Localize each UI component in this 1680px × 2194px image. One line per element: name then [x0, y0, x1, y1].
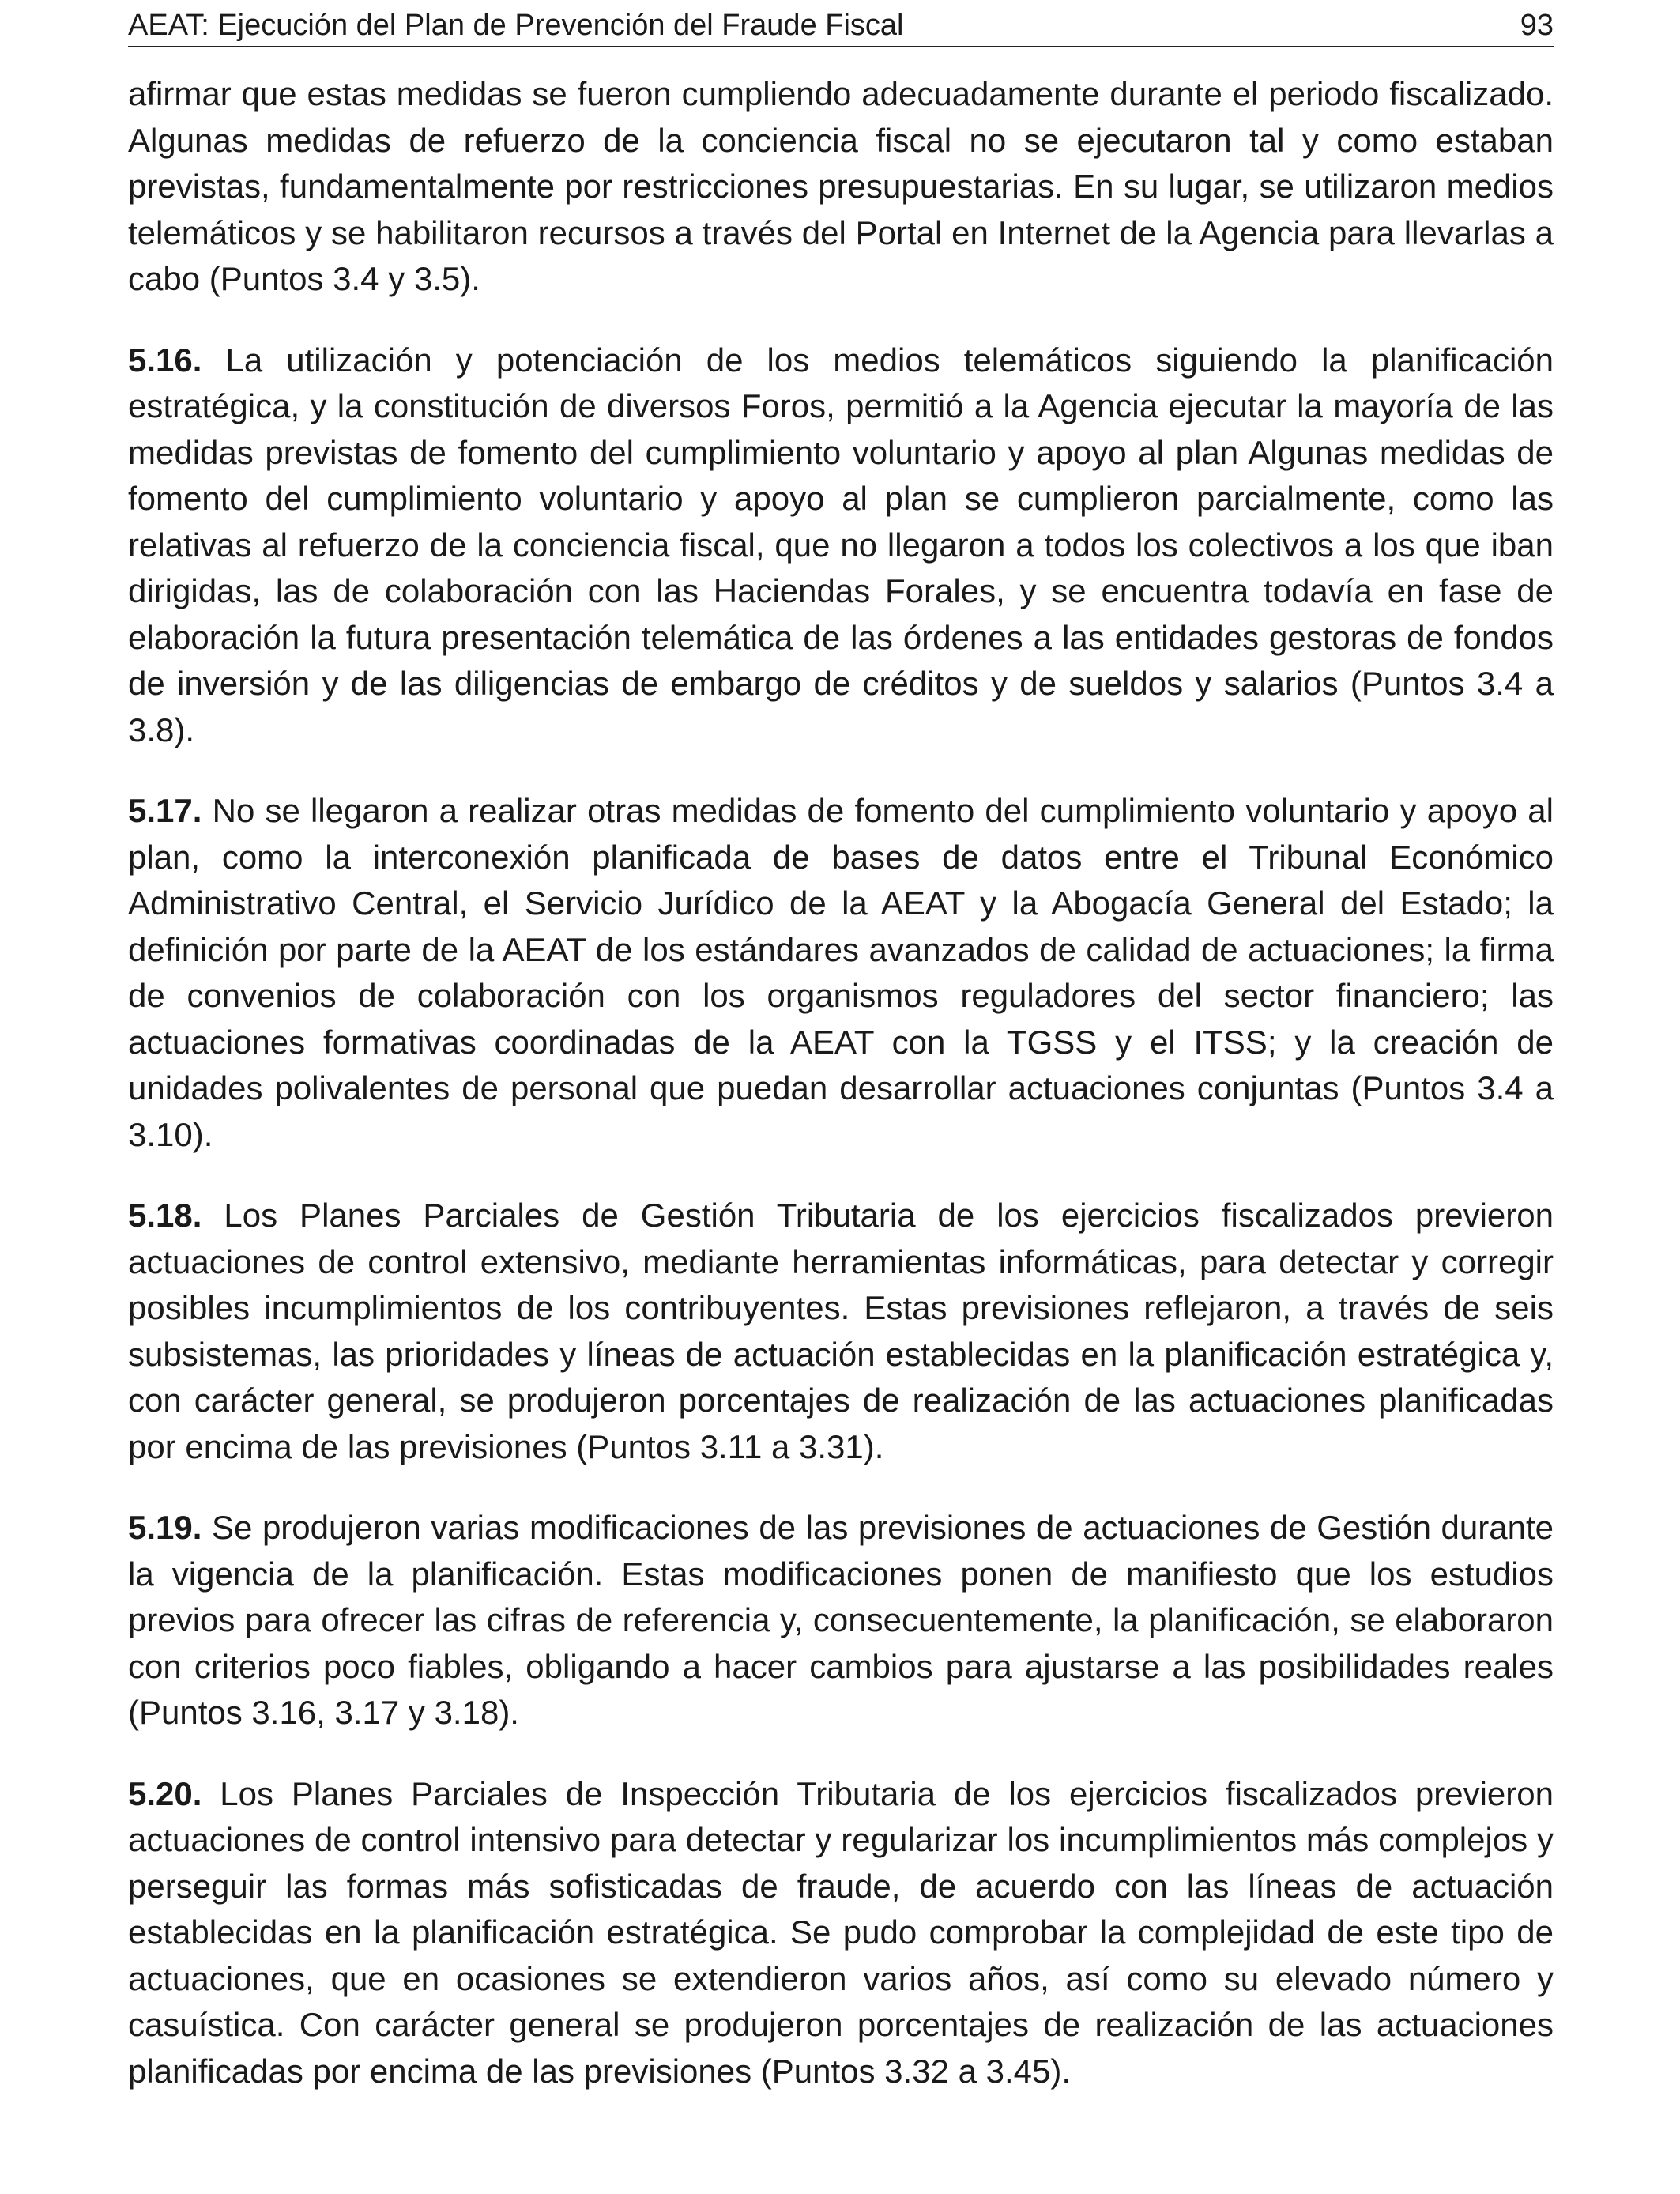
paragraph-5-17	[128, 788, 1554, 1158]
paragraph-5-16	[128, 337, 1554, 754]
paragraph-continuation	[128, 71, 1554, 303]
paragraph-text: afirmar que estas medidas se fueron cumpliendo adecuadamente durante el periodo fiscalizado. Algunas medidas de refuerzo de la conciencia fiscal no se ejecutaron tal y como estaban previstas, fundamentalmente por restricciones presupuestarias. En su lugar, se utilizaron medios telemáticos y se habilitaron recursos a través del Portal en Internet de la Agencia para llevarlas a cabo (Puntos 3.4 y 3.5).	[128, 75, 1554, 297]
paragraph-number: 5.16.	[128, 341, 202, 379]
document-body	[128, 71, 1554, 2129]
paragraph-5-18	[128, 1193, 1554, 1470]
header-title: AEAT: Ejecución del Plan de Prevención del Fraude Fiscal	[128, 9, 904, 42]
paragraph-number: 5.20.	[128, 1774, 202, 1812]
paragraph-text: Los Planes Parciales de Gestión Tributaria de los ejercicios fiscalizados previeron actuaciones de control extensivo, mediante herramientas informáticas, para detectar y corregir posibles incumplimientos de los contribuyentes. Estas previsiones reflejaron, a través de seis subsistemas, las prioridades y líneas de actuación establecidas en la planificación estratégica y, con carácter general, se produjeron porcentajes de realización de las actuaciones planificadas por encima de las previsiones (Puntos 3.11 a 3.31).	[128, 1197, 1554, 1465]
paragraph-5-20	[128, 1771, 1554, 2095]
paragraph-text: La utilización y potenciación de los medios telemáticos siguiendo la planificación estratégica, y la constitución de diversos Foros, permitió a la Agencia ejecutar la mayoría de las medidas previstas de fomento del cumplimiento voluntario y apoyo al plan Algunas medidas de fomento del cumplimiento voluntario y apoyo al plan se cumplieron parcialmente, como las relativas al refuerzo de la conciencia fiscal, que no llegaron a todos los colectivos a los que iban dirigidas, las de colaboración con las Haciendas Forales, y se encuentra todavía en fase de elaboración la futura presentación telemática de las órdenes a las entidades gestoras de fondos de inversión y de las diligencias de embargo de créditos y de sueldos y salarios (Puntos 3.4 a 3.8).	[128, 341, 1554, 748]
page-number: 93	[1520, 9, 1554, 42]
paragraph-number: 5.17.	[128, 792, 202, 829]
paragraph-text: Se produjeron varias modificaciones de las previsiones de actuaciones de Gestión durante la vigencia de la planificación. Estas modificaciones ponen de manifiesto que los estudios previos para ofrecer las cifras de referencia y, consecuentemente, la planificación, se elaboraron con criterios poco fiables, obligando a hacer cambios para ajustarse a las posibilidades reales (Puntos 3.16, 3.17 y 3.18).	[128, 1509, 1554, 1731]
paragraph-number: 5.18.	[128, 1197, 202, 1234]
paragraph-text: Los Planes Parciales de Inspección Tributaria de los ejercicios fiscalizados previeron actuaciones de control intensivo para detectar y regularizar los incumplimientos más complejos y perseguir las formas más sofisticadas de fraude, de acuerdo con las líneas de actuación establecidas en la planificación estratégica. Se pudo comprobar la complejidad de este tipo de actuaciones, que en ocasiones se extendieron varios años, así como su elevado número y casuística. Con carácter general se produjeron porcentajes de realización de las actuaciones planificadas por encima de las previsiones (Puntos 3.32 a 3.45).	[128, 1774, 1554, 2090]
paragraph-number: 5.19.	[128, 1509, 202, 1546]
paragraph-5-19	[128, 1505, 1554, 1736]
page-header	[128, 5, 1554, 47]
paragraph-text: No se llegaron a realizar otras medidas de fomento del cumplimiento voluntario y apoyo al plan, como la interconexión planificada de bases de datos entre el Tribunal Económico Administrativo Central, el Servicio Jurídico de la AEAT y la Abogacía General del Estado; la definición por parte de la AEAT de los estándares avanzados de calidad de actuaciones; la firma de convenios de colaboración con los organismos reguladores del sector financiero; las actuaciones formativas coordinadas de la AEAT con la TGSS y el ITSS; y la creación de unidades polivalentes de personal que puedan desarrollar actuaciones conjuntas (Puntos 3.4 a 3.10).	[128, 792, 1554, 1153]
